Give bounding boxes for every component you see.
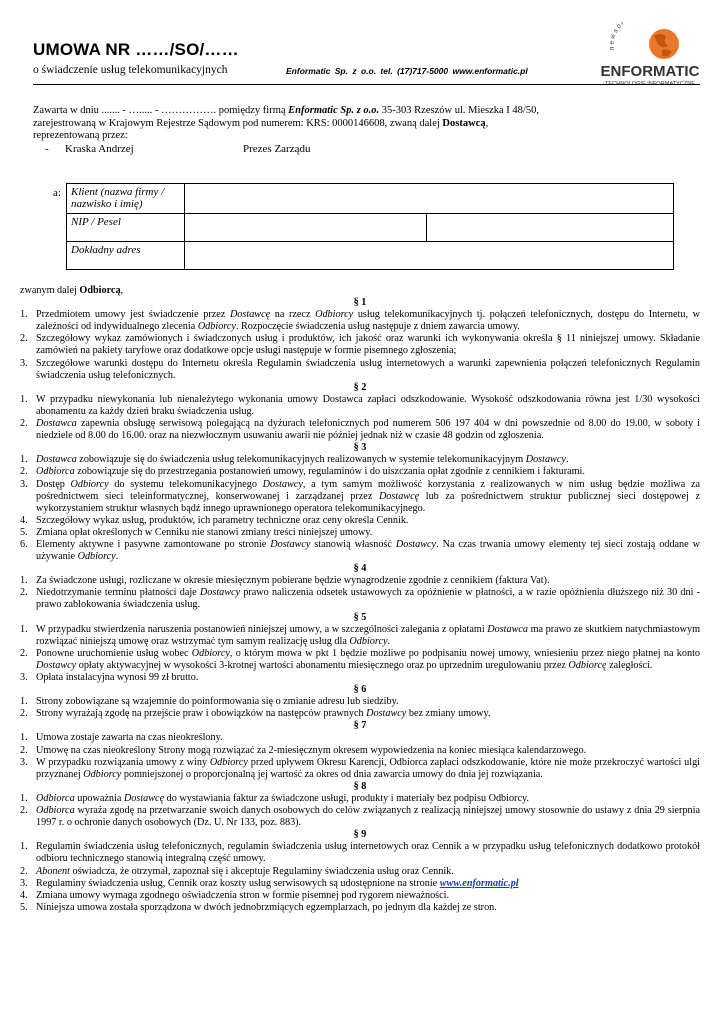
header-divider — [33, 84, 700, 85]
client-name-field[interactable] — [185, 184, 674, 214]
s2-item-1: 1. W przypadku niewykonania lub nienależytego wykonania umowy Dostawca zapłaci odszkodowanie. Wysokość odszkodowania równa jest 1/30 wysokości abonamentu za każdy dzień braku świadczenia usług. — [20, 393, 700, 417]
svg-text:n e w s o l u t i o n s — [608, 22, 650, 51]
s1-item-2: 2. Szczegółowy wykaz zamówionych i świadczonych usług i produktów, ich jakość oraz warunki ich wykonywania określa § 11 niniejszej umowy. Składanie zamówień na pakiety taryfowe oraz dodatkowe opcje usługi następuje w formie pisemnego zgłoszenia; — [20, 333, 700, 357]
section-3-title: § 3 — [353, 442, 367, 454]
representative-name: Kraska Andrzej — [65, 143, 134, 155]
document-subtitle: o świadczenie usług telekomunikacyjnych — [33, 64, 228, 76]
s6-item-2: 2. Strony wyrażają zgodę na przejście praw i obowiązków na następców prawnych Dostawcy bez zmiany umowy. — [20, 708, 491, 720]
logo-tagline: TECHNOLOGIE INFORMATYCZNE — [604, 81, 696, 87]
section-8-title: § 8 — [353, 780, 367, 792]
document-title: UMOWA NR ……/SO/…… — [33, 40, 239, 59]
s4-item-2: 2. Niedotrzymanie terminu płatności daje Dostawcy prawo naliczenia odsetek ustawowych za opóźnienie w płatności, a w razie opóźnienia dłuższego niż 30 dni - prawo zablokowania świadczenia usług. — [20, 587, 701, 611]
s8-item-2: 2. Odbiorca wyraża zgodę na przetwarzanie swoich danych osobowych do celów związanych z realizacją niniejszej umowy stosownie do ustawy z dnia 29 sierpnia 1997 r. o ochronie danych osobowych (Dz. U. Nr 133, poz. 883). — [20, 805, 700, 829]
section-4-title: § 4 — [353, 563, 367, 575]
website-link[interactable]: www.enformatic.pl — [439, 877, 519, 889]
s6-item-1: 1. Strony zobowiązane są wzajemnie do poinformowania się o zmianie adresu lub siedziby. — [20, 696, 399, 708]
pesel-field[interactable] — [427, 214, 674, 242]
nip-field[interactable] — [185, 214, 427, 242]
client-label: a: — [53, 187, 61, 199]
address-field[interactable] — [185, 242, 674, 270]
s7-item-1: 1. Umowa zostaje zawarta na czas nieokreślony. — [20, 732, 223, 744]
section-7-title: § 7 — [353, 720, 367, 732]
s3-item-2: 2. Odbiorca zobowiązuje się do przestrzegania postanowień umowy, regulaminów i do uiszczania opłat zgodnie z cennikiem i fakturami. — [20, 466, 585, 478]
enformatic-logo — [600, 22, 700, 100]
s7-item-3: 3. W przypadku rozwiązania umowy z winy Odbiorcy przed upływem Okresu Karencji, Odbiorca zapłaci odszkodowanie, które nie może przekroczyć wartości ulgi przyznanej Odbiorcy pomniejszonej o proporcjonalną jej wartość za okres od dnia zawarcia umowy do dnia jej rozwiązania. — [20, 756, 700, 780]
section-9-title: § 9 — [353, 829, 367, 841]
logo-name: ENFORMATIC — [600, 63, 700, 80]
s9-item-3: 3. Regulaminy świadczenia usług, Cennik oraz koszty usług serwisowych są udostępnione na stronie www.enformatic.pl — [20, 877, 519, 889]
nip-pesel-label: NIP / Pesel — [67, 214, 185, 242]
s3-item-6: 6. Elementy aktywne i pasywne zamontowane po stronie Dostawcy stanowią własność Dostawcy. Na czas trwania umowy elementy tej sieci zostają oddane w używanie Odbiorcy. — [20, 538, 700, 563]
s3-item-3: 3. Dostęp Odbiorcy do systemu telekomunikacyjnego Dostawcy, a tym samym możliwość korzystania z realizowanych w nim usług będzie możliwa za pośrednictwem sieci teleinformatycznej, konserwowanej i zarządzanej przez Dostawcę lub za pośrednictwem struktur publicznej sieci dostępowej z wykorzystaniem struktur własnych bądź innego uprawnionego operatora telekomunikacyjnego. — [20, 478, 701, 514]
s5-item-2: 2. Ponowne uruchomienie usług wobec Odbiorcy, o którym mowa w pkt 1 będzie możliwe po podpisaniu nowej umowy, wniesieniu przez niego płatnej na konto Dostawcy opłaty aktywacyjnej w wysokości 3-krotnej wartości abonamentu miesięcznego oraz po uprzednim uregulowaniu przez Odbiorcę zaległości. — [20, 647, 700, 671]
s8-item-1: 1. Odbiorca upoważnia Dostawcę do wystawiania faktur za świadczone usługi, produkty i materiały bez podpisu Odbiorcy. — [20, 792, 529, 804]
zwanym-line: zwanym dalej Odbiorcą, — [20, 285, 124, 296]
representative-role: Prezes Zarządu — [243, 143, 311, 155]
contract-body — [20, 285, 700, 914]
s9-item-1: 1. Regulamin świadczenia usług telefonicznych, regulamin świadczenia usług internetowych oraz Cennik a w przypadku usług telefonicznych dodatkowo protokół odbioru technicznego stanowią integralną część umowy. — [20, 841, 700, 865]
client-name-label: Klient (nazwa firmy / nazwisko i imię) — [67, 184, 185, 214]
s9-item-5: 5. Niniejsza umowa została sporządzona w dwóch jednobrzmiących egzemplarzach, po jednym dla każdej ze stron. — [20, 901, 497, 913]
s5-item-3: 3. Opłata instalacyjna wynosi 99 zł brutto. — [20, 672, 199, 683]
s3-item-4: 4. Szczegółowy wykaz usług, produktów, ich parametry techniczne oraz ceny określa Cennik. — [20, 514, 409, 526]
company-contact-line: Enformatic Sp. z o.o. tel. (17)717-5000 www.enformatic.pl — [286, 66, 528, 76]
s7-item-2: 2. Umowę na czas nieokreślony Strony mogą rozwiązać za 2-miesięcznym okresem wypowiedzenia na koniec miesiąca kalendarzowego. — [20, 744, 587, 756]
s9-item-2: 2. Abonent oświadcza, że otrzymał, zapoznał się i akceptuje Regulaminy świadczenia usług oraz Cennik. — [20, 865, 454, 877]
client-table — [66, 183, 674, 270]
s5-item-1: 1. W przypadku stwierdzenia naruszenia postanowień niniejszej umowy, a w szczególności zalegania z opłatami Dostawca ma prawo ze skutkiem natychmiastowym rozwiązać niniejszą umowę oraz wstrzymać tym samym realizację usług dla Odbiorcy. — [20, 623, 700, 647]
section-1-title: § 1 — [353, 297, 367, 309]
logo-arc-text: n e w s o l — [608, 22, 626, 51]
s1-item-3: 3. Szczegółowe warunki dostępu do Internetu określa Regulamin świadczenia usług internetowych a warunki zapewnienia połączeń telefonicznych Regulamin świadczenia usług telefonicznych. — [20, 357, 700, 381]
s3-item-5: 5. Zmiana opłat określonych w Cenniku nie stanowi zmiany treści niniejszej umowy. — [20, 526, 373, 538]
intro-paragraph: Zawarta w dniu ....... - …..... - ……………. pomiędzy firmą Enformatic Sp. z o.o. 35-303 Rzeszów ul. Mieszka I 48/50, zarejestrowaną w Krajowym Rejestrze Sądowym pod numerem: KRS: 0000146608, zwaną dalej Dostawcą, reprezentowaną przez: — [33, 105, 539, 141]
address-label: Dokładny adres — [67, 242, 185, 270]
section-6-title: § 6 — [353, 684, 367, 696]
representative: - Kraska Andrzej Prezes Zarządu — [45, 143, 311, 155]
section-2-title: § 2 — [353, 381, 367, 393]
s3-item-1: 1. Dostawca zobowiązuje się do świadczenia usług telekomunikacyjnych realizowanych w systemie telekomunikacyjnym Dostawcy. — [20, 454, 569, 466]
s2-item-2: 2. Dostawca zapewnia obsługę serwisową polegającą na dyżurach telefonicznych pod numerem 506 197 404 w dni powszednie od 8.00 do 19.00, w soboty i niedziele od 8.00 do 16.00. oraz na niezwłocznym usuwaniu awarii nie później jednak niż w czasie 48 godzin od zgłoszenia. — [20, 418, 700, 442]
section-5-title: § 5 — [353, 611, 367, 623]
s1-item-1: 1. Przedmiotem umowy jest świadczenie przez Dostawcę na rzecz Odbiorcy usług telekomunikacyjnych tj. połączeń telefonicznych, dostępu do Internetu, w zależności od indywidualnego zlecenia Odbiorcy. Rozpoczęcie świadczenia usług następuje z dniem zawarcia umowy. — [20, 309, 700, 333]
s9-item-4: 4. Zmiana umowy wymaga zgodnego oświadczenia stron w formie pisemnej pod rygorem nieważności. — [20, 889, 450, 901]
s4-item-1: 1. Za świadczone usługi, rozliczane w okresie miesięcznym pobierane będzie wynagrodzenie zgodnie z cennikiem (faktura Vat). — [20, 575, 550, 587]
